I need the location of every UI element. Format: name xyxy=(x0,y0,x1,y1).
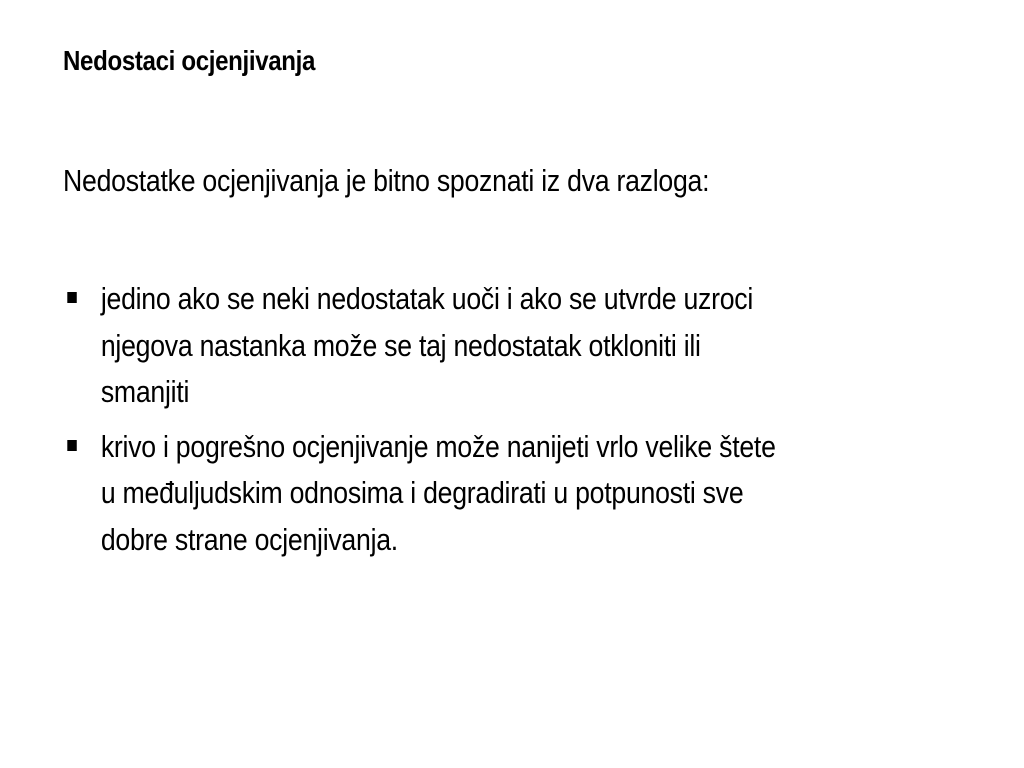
bullet-line: u međuljudskim odnosima i degradirati u potpunosti sve xyxy=(100,475,744,510)
bullet-text xyxy=(101,424,923,564)
intro-text: Nedostatke ocjenjivanja je bitno spoznati iz dva razloga: xyxy=(63,163,710,198)
bullet-list xyxy=(63,276,923,563)
square-bullet-icon xyxy=(67,440,76,451)
bullet-item xyxy=(63,424,923,564)
square-bullet-icon xyxy=(67,292,76,303)
slide-title: Nedostaci ocjenjivanja xyxy=(63,45,316,76)
bullet-text xyxy=(101,276,923,416)
bullet-line: dobre strane ocjenjivanja. xyxy=(100,521,398,557)
bullet-line: njegova nastanka može se taj nedostatak otkloniti ili xyxy=(100,327,701,363)
bullet-item xyxy=(63,276,923,416)
bullet-line: jedino ako se neki nedostatak uoči i ako se utvrde uzroci xyxy=(100,281,754,316)
bullet-line: krivo i pogrešno ocjenjivanje može nanijeti vrlo velike štete xyxy=(100,428,776,464)
bullet-line: smanjiti xyxy=(100,374,190,409)
